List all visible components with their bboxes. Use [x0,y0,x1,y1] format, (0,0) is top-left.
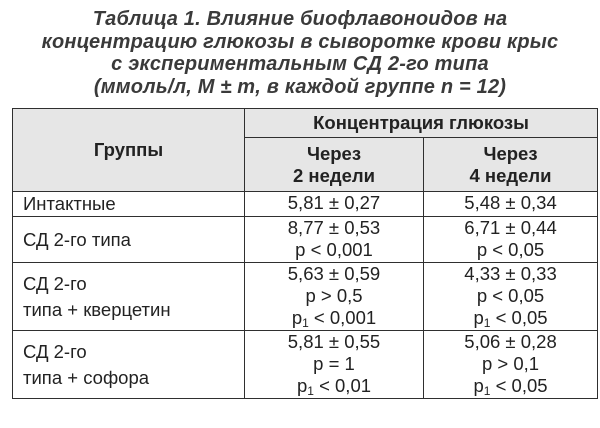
mean-value: 5,81 ± 0,55 [287,331,381,352]
value-cell-4-weeks [424,331,598,399]
header-2-weeks-line1: Через [306,142,362,164]
p1-value [424,375,597,397]
p-subscript: 1 [307,384,314,398]
p-symbol: p [291,307,303,328]
header-2-weeks [245,138,424,192]
p1-value [245,307,423,329]
p-value: p < 0,05 [476,285,545,306]
group-cell [13,217,245,263]
p-subscript: 1 [302,316,309,330]
value-cell-2-weeks [245,263,424,331]
group-label: СД 2-го типа [23,228,131,250]
mean-value: 8,77 ± 0,53 [287,217,381,238]
p-value: p > 0,5 [305,285,363,306]
table-title [0,8,600,98]
group-label: типа + софора [23,366,150,388]
glucose-table [12,108,598,399]
header-2-weeks-line2: 2 недели [292,164,376,186]
header-4-weeks-line2: 4 недели [469,164,552,186]
table-row [13,217,598,263]
mean-value: 5,06 ± 0,28 [464,331,557,352]
group-label: СД 2-го [23,340,87,362]
mean-value: 6,71 ± 0,44 [464,217,557,238]
header-4-weeks [424,138,598,192]
group-label: СД 2-го [23,272,87,294]
p1-value [424,307,597,329]
table-header [13,109,598,192]
table-row [13,263,598,331]
group-cell [13,331,245,399]
table-row [13,192,598,217]
p-comparison: < 0,05 [490,375,548,396]
value-cell-2-weeks [245,192,424,217]
group-cell [13,192,245,217]
header-4-weeks-line1: Через [483,142,538,164]
mean-value: 5,63 ± 0,59 [287,263,381,284]
table-row [13,331,598,399]
p-value: p < 0,05 [476,239,545,260]
value-cell-4-weeks [424,192,598,217]
mean-value: 4,33 ± 0,33 [464,263,557,284]
value-cell-4-weeks [424,263,598,331]
title-line-4: (ммоль/л, M ± m, в каждой группе n = 12) [93,75,507,98]
mean-value: 5,81 ± 0,27 [287,192,381,213]
table-body [13,192,598,399]
group-label: Интактные [23,193,116,214]
mean-value: 5,48 ± 0,34 [464,192,557,213]
p-value: p = 1 [313,353,355,374]
p-value: p < 0,001 [295,239,373,260]
p-comparison: < 0,05 [490,307,548,328]
p-symbol: p [296,375,308,396]
value-cell-2-weeks [245,331,424,399]
header-groups: Группы [13,109,245,192]
title-line-3: с экспериментальным СД 2-го типа [111,53,489,75]
p-symbol: p [473,307,484,328]
value-cell-2-weeks [245,217,424,263]
p-subscript: 1 [483,384,491,398]
p-value: p > 0,1 [481,353,540,374]
group-cell [13,263,245,331]
group-label: типа + кверцетин [23,298,171,320]
p-symbol: p [473,375,484,396]
p1-value [245,375,423,397]
header-concentration: Концентрация глюкозы [245,109,598,138]
title-line-1: Таблица 1. Влияние биофлавоноидов на [92,8,508,30]
p-subscript: 1 [483,316,491,330]
value-cell-4-weeks [424,217,598,263]
p-comparison: < 0,01 [313,375,372,396]
title-line-2: концентрацию глюкозы в сыворотке крови крыс [41,30,559,53]
p-comparison: < 0,001 [308,307,377,328]
